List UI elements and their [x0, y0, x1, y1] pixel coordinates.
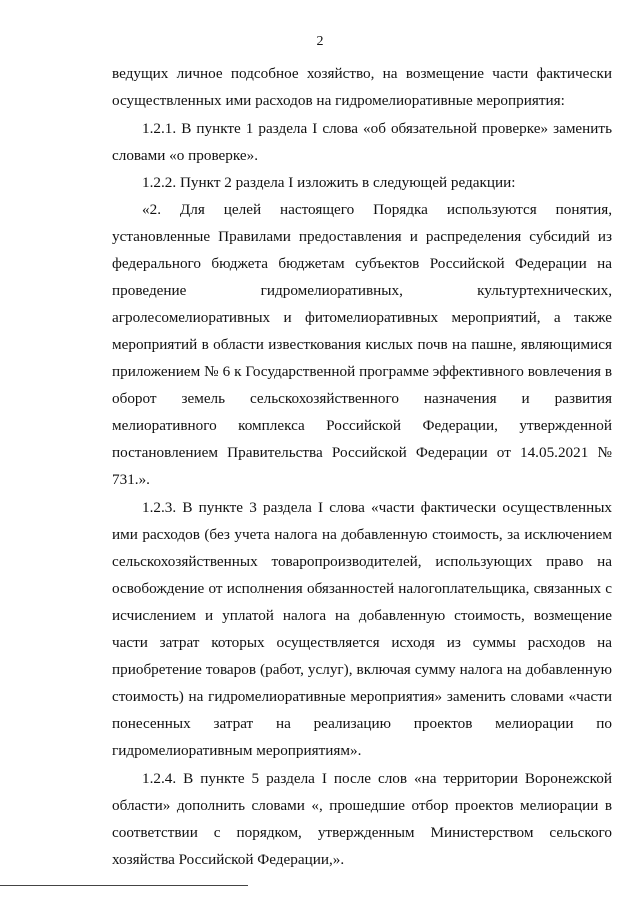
document-body	[112, 60, 612, 873]
paragraph-1-2-3: 1.2.3. В пункте 3 раздела I слова «части фактически осуществленных ими расходов (без учета налога на добавленную стоимость, за исключением сельскохозяйственных товаропроизводителей, использующих право на освобождение от исполнения обязанностей налогоплательщика, связанных с исчислением и уплатой налога на добавленную стоимость, возмещение части затрат которых осуществляется исходя из суммы расходов на приобретение товаров (работ, услуг), включая сумму налога на добавленную стоимость) на гидромелиоративные мероприятия» заменить словами «части понесенных затрат на реализацию проектов мелиорации по гидромелиоративным мероприятиям».	[112, 499, 612, 759]
paragraph-intro: ведущих личное подсобное хозяйство, на возмещение части фактически осуществленных ими расходов на гидромелиоративные мероприятия:	[112, 65, 612, 109]
paragraph-1-2-2: 1.2.2. Пункт 2 раздела I изложить в следующей редакции:	[142, 174, 516, 191]
paragraph-quote-definitions: «2. Для целей настоящего Порядка используются понятия, установленные Правилами предоставления и распределения субсидий из федерального бюджета бюджетам субъектов Российской Федерации на проведение гидромелиоративных, культуртехнических, агролесомелиоративных и фитомелиоративных мероприятий, а также мероприятий в области известкования кислых почв на пашне, являющимися приложением № 6 к Государственной программе эффективного вовлечения в оборот земель сельскохозяйственного назначения и развития мелиоративного комплекса Российской Федерации, утвержденной постановлением Правительства Российской Федерации от 14.05.2021 № 731.».	[112, 201, 612, 488]
paragraph-1-2-4: 1.2.4. В пункте 5 раздела I после слов «на территории Воронежской области» дополнить словами «, прошедшие отбор проектов мелиорации в соответствии с порядком, утвержденным Министерством сельского хозяйства Российской Федерации,».	[112, 770, 612, 868]
footer-divider	[0, 885, 248, 886]
paragraph-1-2-1: 1.2.1. В пункте 1 раздела I слова «об обязательной проверке» заменить словами «о проверке».	[112, 120, 612, 164]
page-number: 2	[316, 34, 324, 49]
